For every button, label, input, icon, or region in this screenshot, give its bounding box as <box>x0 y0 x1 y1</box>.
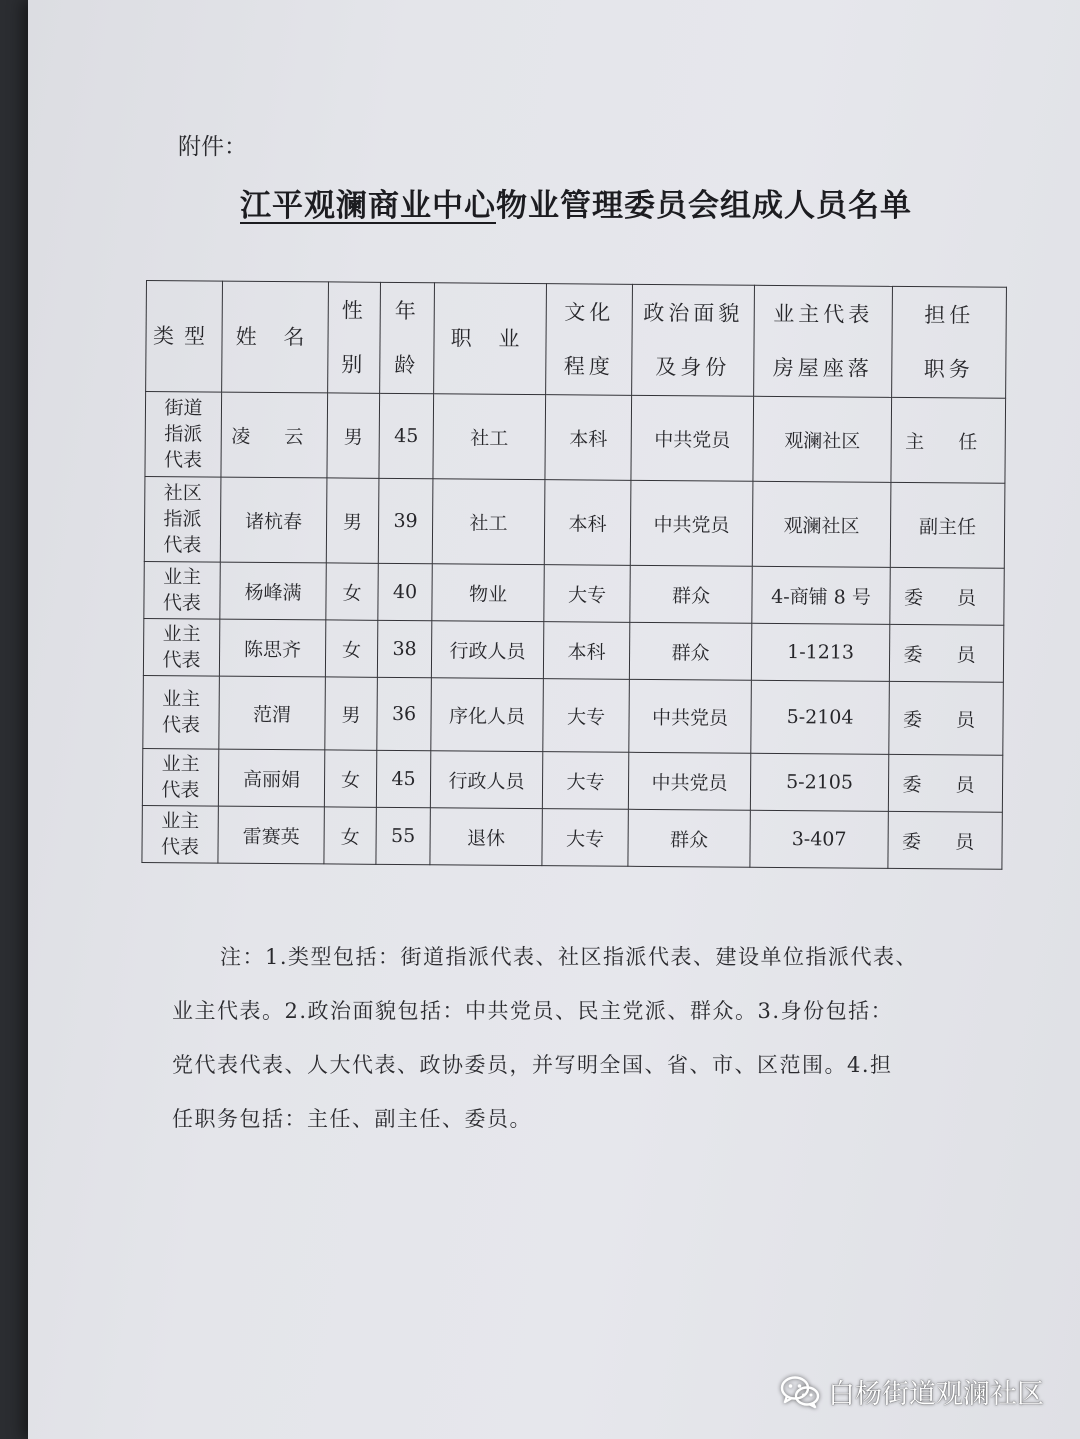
cell-gender: 男 <box>327 393 380 478</box>
header-age: 年 龄 <box>380 282 435 393</box>
header-type: 类型 <box>146 281 223 393</box>
cell-age: 40 <box>378 563 432 620</box>
note-line: 任职务包括：主任、副主任、委员。 <box>172 1107 532 1131</box>
cell-name: 凌 云 <box>221 392 328 478</box>
cell-name: 高丽娟 <box>218 749 324 807</box>
cell-age: 39 <box>378 478 433 563</box>
cell-age: 45 <box>379 393 434 478</box>
header-position: 担任 职务 <box>892 286 1007 398</box>
cell-property: 4-商铺 8 号 <box>752 566 890 624</box>
cell-age: 45 <box>376 750 430 807</box>
cell-political: 中共党员 <box>631 395 754 481</box>
cell-occupation: 序化人员 <box>431 678 544 752</box>
cell-gender: 女 <box>324 750 376 807</box>
cell-name: 诸杭春 <box>220 477 327 563</box>
cell-occupation: 社工 <box>433 394 546 480</box>
note-line: 注：1.类型包括：街道指派代表、社区指派代表、建设单位指派代表、 <box>220 945 919 969</box>
cell-age: 38 <box>377 620 431 677</box>
cell-education: 大专 <box>542 809 628 867</box>
cell-occupation: 行政人员 <box>431 621 543 679</box>
table-row <box>144 561 1004 625</box>
roster-table-wrap <box>141 280 1006 870</box>
cell-property: 观澜社区 <box>753 396 892 482</box>
cell-position: 主 任 <box>891 397 1006 483</box>
cell-name: 杨峰满 <box>220 562 326 620</box>
cell-type: 街道 指派 代表 <box>145 392 222 478</box>
cell-age: 55 <box>376 807 430 864</box>
title-underlined-part: 江平观澜商业中心 <box>240 188 496 224</box>
cell-position: 委 员 <box>889 681 1004 755</box>
cell-occupation: 退休 <box>430 808 542 866</box>
cell-political: 中共党员 <box>629 679 752 753</box>
cell-gender: 男 <box>325 677 378 750</box>
header-education: 文化 程度 <box>546 284 633 396</box>
table-row <box>145 392 1006 484</box>
document-title <box>240 180 912 225</box>
table-row <box>142 805 1002 869</box>
account-watermark <box>780 1372 1044 1411</box>
cell-property: 3-407 <box>750 810 888 868</box>
cell-name: 陈思齐 <box>219 619 325 677</box>
header-name: 姓 名 <box>222 281 329 393</box>
note-line: 党代表代表、人大代表、政协委员，并写明全国、省、市、区范围。4.担 <box>172 1053 893 1077</box>
cell-type: 业主 代表 <box>143 675 220 749</box>
cell-gender: 女 <box>324 807 376 864</box>
cell-political: 群众 <box>630 565 752 623</box>
cell-position: 委 员 <box>888 811 1002 869</box>
roster-table <box>141 280 1007 870</box>
table-row <box>144 476 1005 568</box>
cell-occupation: 行政人员 <box>430 751 542 809</box>
cell-occupation: 社工 <box>432 479 545 565</box>
cell-political: 中共党员 <box>630 480 753 566</box>
header-political: 政治面貌 及身份 <box>632 284 755 396</box>
table-row <box>143 618 1003 682</box>
cell-position: 委 员 <box>888 754 1002 812</box>
cell-type: 业主 代表 <box>142 805 218 863</box>
watermark-text: 白杨街道观澜社区 <box>828 1379 1044 1410</box>
cell-gender: 女 <box>326 563 378 620</box>
cell-type: 业主 代表 <box>142 748 218 806</box>
cell-gender: 男 <box>326 478 379 563</box>
cell-education: 大专 <box>543 679 630 753</box>
cell-education: 本科 <box>545 395 632 481</box>
cell-position: 委 员 <box>889 624 1003 682</box>
cell-property: 5-2104 <box>751 680 890 754</box>
cell-position: 委 员 <box>890 567 1004 625</box>
attachment-label: 附件： <box>178 134 247 160</box>
cell-education: 大专 <box>542 752 628 810</box>
cell-political: 群众 <box>628 809 750 867</box>
cell-type: 社区 指派 代表 <box>144 476 221 562</box>
table-row <box>143 675 1004 755</box>
title-rest-part: 物业管理委员会组成人员名单 <box>496 188 912 224</box>
header-gender: 性 别 <box>328 282 381 393</box>
cell-age: 36 <box>377 677 432 750</box>
cell-occupation: 物业 <box>432 564 544 622</box>
cell-property: 5-2105 <box>750 753 888 811</box>
cell-political: 中共党员 <box>628 752 750 810</box>
note-line: 业主代表。2.政治面貌包括：中共党员、民主党派、群众。3.身份包括： <box>172 999 894 1023</box>
table-row <box>142 748 1002 812</box>
wechat-icon <box>780 1375 820 1409</box>
cell-gender: 女 <box>325 620 377 677</box>
cell-type: 业主 代表 <box>144 561 220 619</box>
cell-property: 观澜社区 <box>752 481 891 567</box>
cell-education: 本科 <box>544 480 631 566</box>
cell-property: 1-1213 <box>751 623 889 681</box>
cell-political: 群众 <box>629 622 751 680</box>
header-property: 业主代表 房屋座落 <box>754 285 893 397</box>
notes-block <box>172 930 972 1146</box>
cell-position: 副主任 <box>890 482 1005 568</box>
table-header-row <box>146 281 1007 399</box>
cell-education: 大专 <box>544 565 630 623</box>
cell-name: 雷赛英 <box>218 806 324 864</box>
header-occupation: 职 业 <box>434 283 547 395</box>
cell-education: 本科 <box>543 622 629 680</box>
cell-name: 范渭 <box>219 676 326 750</box>
cell-type: 业主 代表 <box>143 618 219 676</box>
